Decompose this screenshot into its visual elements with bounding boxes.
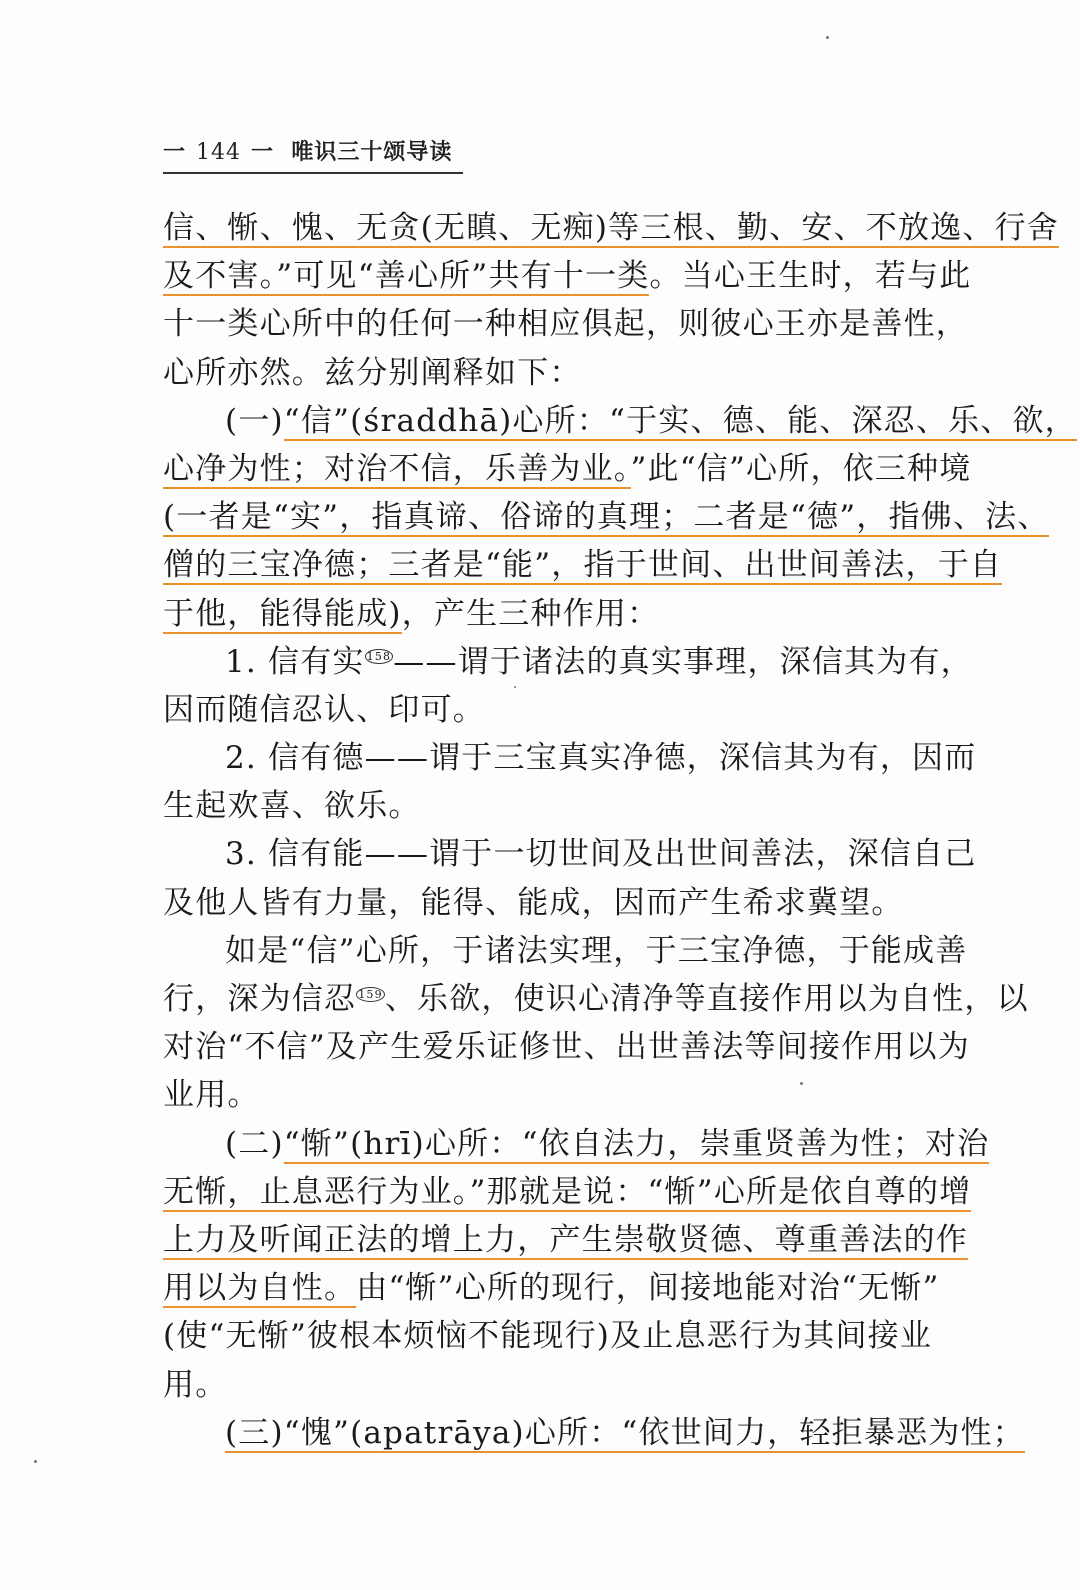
text-line-17 <box>163 977 1029 1025</box>
text-line-9 <box>163 592 958 640</box>
highlighted-text: 心净为性；对治不信，乐善为业。 <box>163 450 631 487</box>
highlighted-text: “惭”(hrī)心所：“依自法力，崇重贤善为性；对治 <box>283 1125 990 1162</box>
text-line-10 <box>163 640 973 688</box>
highlighted-text: (三)“愧”(apatrāya)心所：“依世间力，轻拒暴恶为性； <box>225 1414 1025 1451</box>
text-line-6 <box>163 447 972 495</box>
scan-speck <box>826 36 829 39</box>
header-dash-left: 一 <box>163 140 187 165</box>
page-number: 144 <box>196 140 242 165</box>
plain-text: 由“惭”心所的现行，间接地能对治“无惭” <box>356 1270 940 1307</box>
text-line-25 <box>163 1363 958 1411</box>
plain-text: ，产生三种作用： <box>401 595 660 632</box>
header-dash-right: 一 <box>251 140 275 165</box>
highlighted-text: 及不害。”可见“善心所”共有十一类 <box>163 258 650 295</box>
text-line-16 <box>163 929 968 977</box>
section-number: (一) <box>225 402 284 439</box>
text-line-24 <box>163 1314 958 1362</box>
plain-text: 行，深为信忍 <box>163 981 357 1017</box>
text-line-14 <box>163 832 977 880</box>
list-label: 2. 信有德 <box>225 740 365 777</box>
plain-text: ——谓于诸法的真实事理，深信其为有， <box>393 643 973 680</box>
plain-text: 生起欢喜、欲乐。 <box>163 788 421 825</box>
highlighted-text: 无惭，止息恶行为业。”那就是说：“惭”心所是依自尊的增 <box>163 1173 972 1210</box>
text-line-4 <box>163 351 958 399</box>
text-line-21 <box>163 1170 972 1218</box>
plain-text: 、乐欲，使识心清净等直接作用以为自性，以 <box>384 981 1029 1017</box>
plain-text: 心所亦然。兹分别阐释如下： <box>163 354 582 391</box>
plain-text: 业用。 <box>163 1077 260 1114</box>
text-line-26 <box>163 1411 1025 1459</box>
highlighted-text: 信、惭、愧、无贪(无瞋、无痴)等三根、勤、安、不放逸、行舍 <box>163 210 1059 246</box>
plain-text: ——谓于一切世间及出世间善法，深信自己 <box>364 836 977 873</box>
scan-speck <box>800 1082 803 1085</box>
scan-speck <box>34 1460 37 1463</box>
highlighted-text: 用以为自性。 <box>163 1270 357 1307</box>
highlighted-text: 僧的三宝净德；三者是“能”，指于世间、出世间善法，于自 <box>163 547 1003 584</box>
text-line-13 <box>163 784 958 832</box>
plain-text: 。当心王生时，若与此 <box>649 258 972 295</box>
plain-text: ”此“信”心所，依三种境 <box>630 450 972 487</box>
highlighted-text: “信”(śraddhā)心所：“于实、德、能、深忍、乐、欲， <box>283 402 1077 439</box>
text-line-7 <box>163 495 1050 543</box>
book-title: 唯识三十颂导读 <box>291 140 453 165</box>
plain-text: (使“无惭”彼根本烦恼不能现行)及止息恶行为其间接业 <box>163 1318 933 1355</box>
plain-text: 及他人皆有力量，能得、能成，因而产生希求冀望。 <box>163 884 904 921</box>
plain-text: 十一类心所中的任何一种相应俱起，则彼心王亦是善性， <box>163 306 968 343</box>
plain-text: 用。 <box>163 1366 228 1403</box>
footnote-marker: 158 <box>366 650 392 664</box>
text-line-8 <box>163 543 1003 591</box>
highlighted-text: 上力及听闻正法的增上力，产生崇敬贤德、尊重善法的作 <box>163 1221 968 1258</box>
text-line-11 <box>163 688 958 736</box>
body-text <box>163 206 1077 1459</box>
plain-text: 因而随信忍认、印可。 <box>163 691 485 728</box>
text-line-3 <box>163 302 968 350</box>
text-line-19 <box>163 1073 958 1121</box>
list-label: 1. 信有实 <box>225 643 365 680</box>
plain-text: ——谓于三宝真实净德，深信其为有，因而 <box>364 740 977 777</box>
text-line-12 <box>163 736 977 784</box>
highlighted-text: 于他，能得能成) <box>163 595 402 632</box>
text-line-2 <box>163 254 972 302</box>
running-header <box>163 138 463 174</box>
section-number: (二) <box>225 1125 284 1162</box>
scan-speck <box>514 686 516 688</box>
text-line-22 <box>163 1218 968 1266</box>
list-label: 3. 信有能 <box>225 836 365 873</box>
plain-text: 如是“信”心所，于诸法实理，于三宝净德，于能成善 <box>225 932 968 969</box>
text-line-5 <box>163 399 1077 447</box>
highlighted-text: (一者是“实”，指真谛、俗谛的真理；二者是“德”，指佛、法、 <box>163 499 1050 536</box>
text-line-15 <box>163 881 958 929</box>
plain-text: 对治“不信”及产生爱乐证修世、出世善法等间接作用以为 <box>163 1029 970 1066</box>
text-line-1 <box>163 206 1059 254</box>
text-line-18 <box>163 1025 970 1073</box>
footnote-marker: 159 <box>358 987 383 1001</box>
text-line-23 <box>163 1266 958 1314</box>
text-line-20 <box>163 1122 990 1170</box>
